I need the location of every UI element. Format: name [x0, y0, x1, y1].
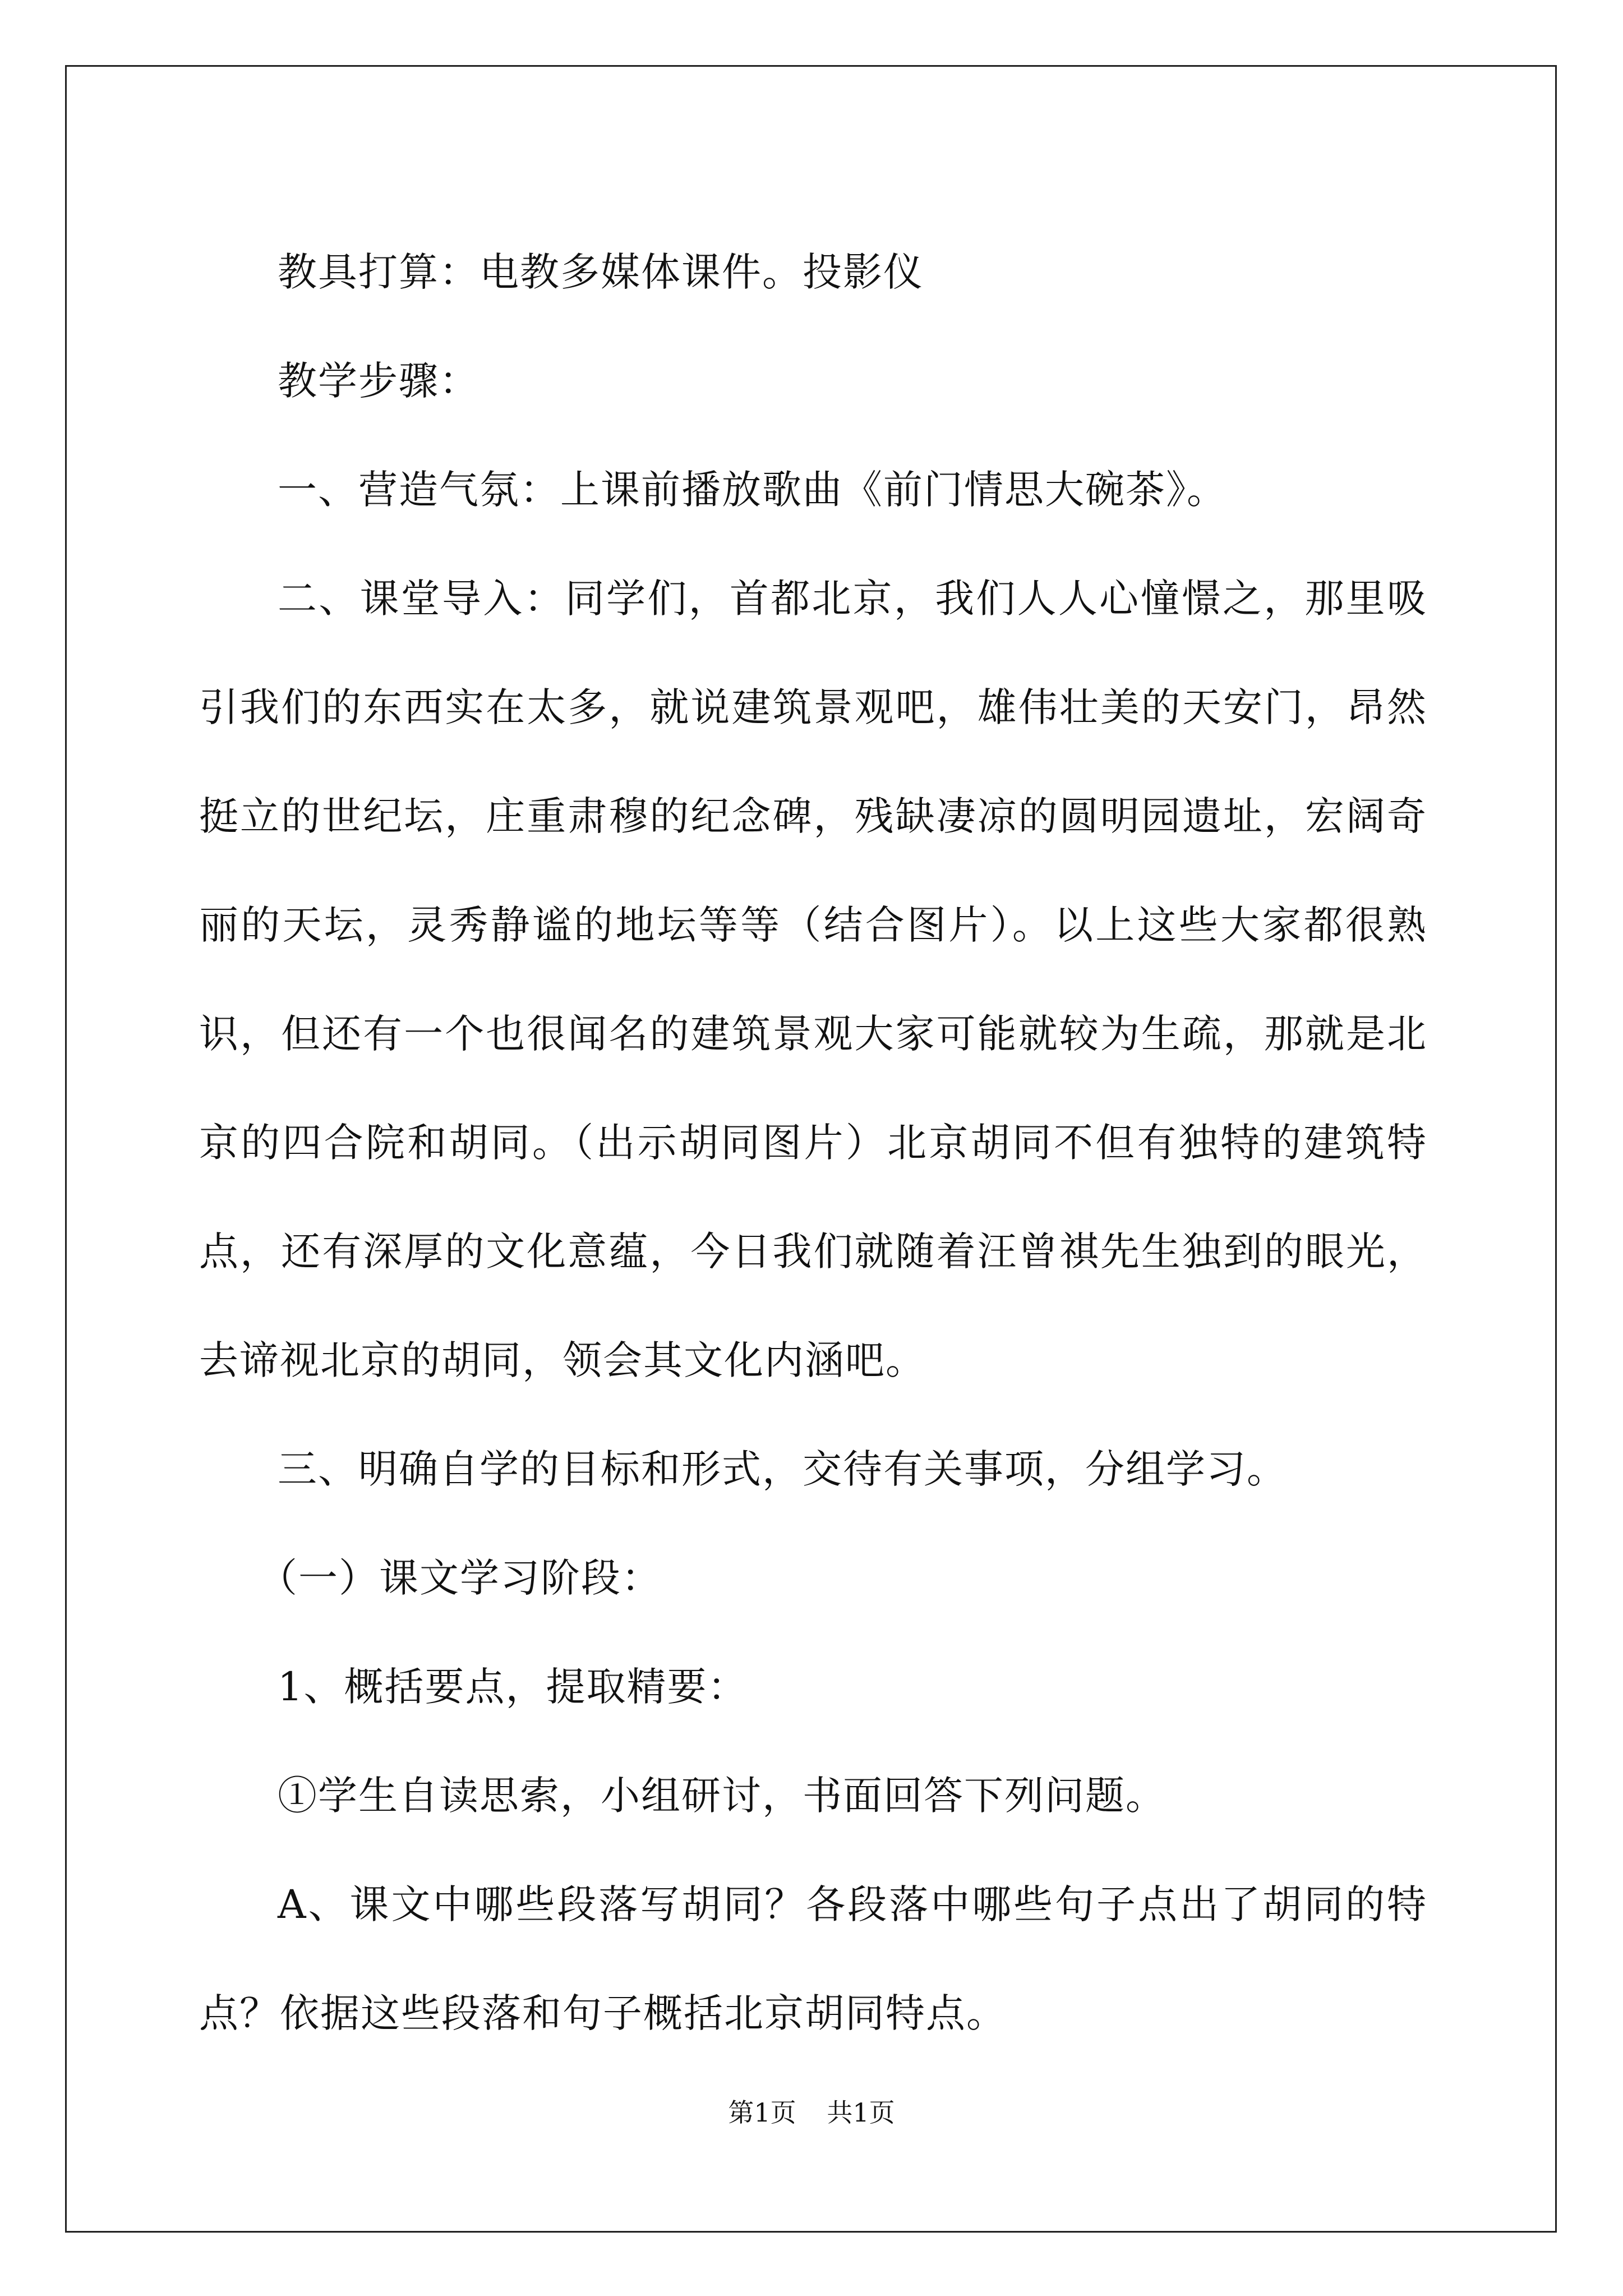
paragraph-step-one: 一、营造气氛：上课前播放歌曲《前门情思大碗茶》。	[278, 467, 1227, 513]
paragraph-step-three: 三、明确自学的目标和形式，交待有关事项，分组学习。	[278, 1446, 1287, 1492]
page-number: 第1页	[728, 2097, 796, 2128]
document-body	[199, 218, 1427, 2068]
paragraph-circled-one: ①学生自读思索，小组研讨，书面回答下列问题。	[278, 1773, 1166, 1819]
paragraph-question-a: A、课文中哪些段落写胡同？各段落中哪些句子点出了胡同的特点？依据这些段落和句子概括北京胡同特点。	[199, 1881, 1427, 2036]
paragraph-section-one: （一）课文学习阶段：	[258, 1555, 662, 1601]
paragraph-teaching-steps: 教学步骤：	[278, 358, 479, 404]
page-total: 共1页	[827, 2097, 895, 2128]
paragraph-teaching-tools: 教具打算：电教多媒体课件。投影仪	[278, 249, 924, 295]
paragraph-item-one: 1、概括要点，提取精要：	[278, 1664, 748, 1710]
paragraph-step-two: 二、课堂导入：同学们，首都北京，我们人人心憧憬之，那里吸引我们的东西实在太多，就说建筑景观吧，雄伟壮美的天安门，昂然挺立的世纪坛，庄重肃穆的纪念碑，残缺凄凉的圆明园遗址，宏阔奇丽的天坛，灵秀静谧的地坛等等（结合图片）。以上这些大家都很熟识，但还有一个也很闻名的建筑景观大家可能就较为生疏，那就是北京的四合院和胡同。（出示胡同图片）北京胡同不但有独特的建筑特点，还有深厚的文化意蕴，今日我们就随着汪曾祺先生独到的眼光，去谛视北京的胡同，领会其文化内涵吧。	[199, 576, 1427, 1383]
page-footer	[0, 2092, 1623, 2129]
